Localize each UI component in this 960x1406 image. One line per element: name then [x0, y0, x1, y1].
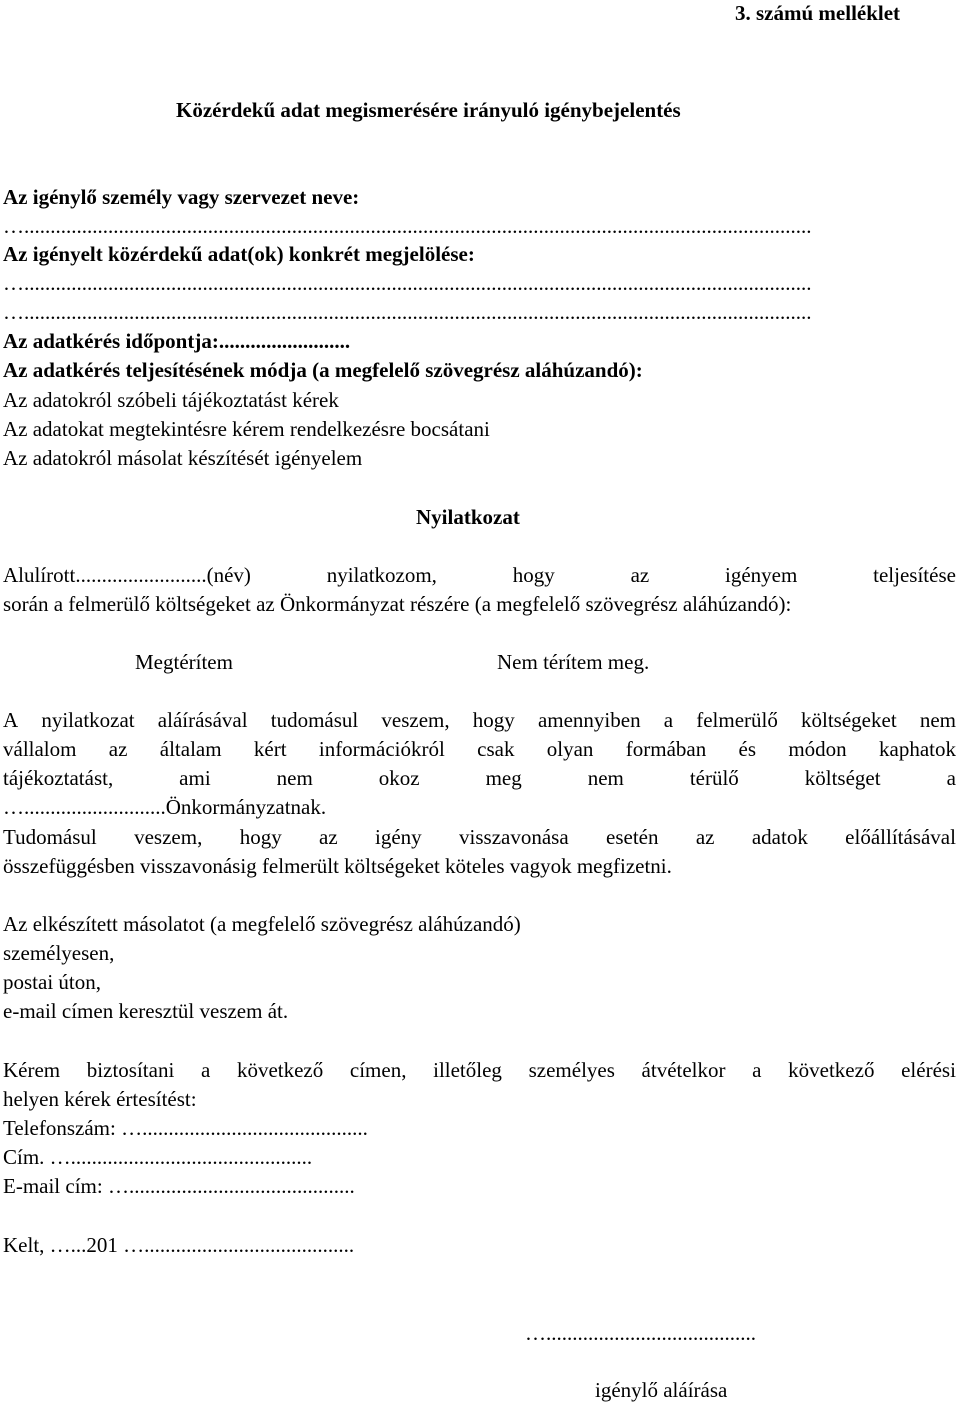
- word: következő: [788, 1058, 875, 1082]
- word: és: [738, 737, 757, 761]
- word: módon: [788, 737, 847, 761]
- method-option-oral[interactable]: Az adatokról szóbeli tájékoztatást kérek: [3, 388, 339, 412]
- delivery-option-email[interactable]: e-mail címen keresztül veszem át.: [3, 999, 289, 1023]
- phone-field[interactable]: Telefonszám: …...........................................: [3, 1116, 368, 1140]
- word: az: [108, 737, 128, 761]
- method-option-inspection[interactable]: Az adatokat megtekintésre kérem rendelkezésre bocsátani: [3, 417, 490, 441]
- word: nem: [919, 708, 956, 732]
- word: Tudomásul: [3, 825, 97, 849]
- word: hogy: [239, 825, 282, 849]
- word: ami: [179, 766, 211, 790]
- option-pay[interactable]: Megtérítem: [135, 650, 233, 674]
- word: veszem,: [134, 825, 203, 849]
- delivery-intro: Az elkészített másolatot (a megfelelő szövegrész aláhúzandó): [3, 912, 521, 936]
- word: költséget: [804, 766, 881, 790]
- word: általam: [159, 737, 222, 761]
- paragraph-1-line-2: [3, 736, 956, 762]
- delivery-option-personal[interactable]: személyesen,: [3, 941, 115, 965]
- email-field[interactable]: E-mail cím: …...........................................: [3, 1174, 355, 1198]
- requested-data-field-2[interactable]: …......................................................................................................................................................: [3, 300, 812, 324]
- word: személyes: [528, 1058, 615, 1082]
- word: hogy: [472, 708, 515, 732]
- word: elérési: [901, 1058, 956, 1082]
- word: adatok: [751, 825, 808, 849]
- word: igényem: [725, 563, 798, 587]
- requested-data-field-1[interactable]: …......................................................................................................................................................: [3, 271, 812, 295]
- word: visszavonása: [459, 825, 569, 849]
- declaration-heading: Nyilatkozat: [416, 505, 520, 529]
- word: költségeket: [801, 708, 897, 732]
- annex-label: 3. számú melléklet: [735, 1, 901, 25]
- word: nyilatkozat: [41, 708, 135, 732]
- requested-data-label: Az igényelt közérdekű adat(ok) konkrét megjelölése:: [3, 242, 475, 266]
- delivery-option-post[interactable]: postai úton,: [3, 970, 101, 994]
- word: a: [946, 766, 956, 790]
- word: A: [3, 708, 19, 732]
- word: amennyiben: [537, 708, 641, 732]
- word: a: [200, 1058, 211, 1082]
- paragraph-1-line-3: [3, 765, 956, 791]
- word: a: [752, 1058, 762, 1082]
- fulfilment-method-label: Az adatkérés teljesítésének módja (a megfelelő szövegrész aláhúzandó):: [3, 358, 643, 382]
- word: teljesítése: [873, 563, 956, 587]
- word: a: [663, 708, 674, 732]
- word: okoz: [378, 766, 420, 790]
- word: Kérem: [3, 1058, 61, 1082]
- word: tájékoztatást,: [3, 766, 114, 790]
- word: nem: [587, 766, 624, 790]
- word: átvételkor: [641, 1058, 726, 1082]
- option-not-pay[interactable]: Nem térítem meg.: [497, 650, 650, 674]
- word: aláírásával: [157, 708, 248, 732]
- word: illetőleg: [433, 1058, 502, 1082]
- municipality-field[interactable]: …...........................Önkormányzatnak.: [3, 795, 327, 819]
- date-field[interactable]: Kelt, …...201 …........................................: [3, 1233, 355, 1257]
- word: olyan: [546, 737, 594, 761]
- declaration-line-1: [3, 562, 956, 588]
- word: címen,: [349, 1058, 407, 1082]
- paragraph-1-line-1: [3, 707, 956, 733]
- word: biztosítani: [86, 1058, 175, 1082]
- word: következő: [236, 1058, 324, 1082]
- contact-line-1: [3, 1057, 956, 1083]
- word: meg: [485, 766, 522, 790]
- word: nem: [276, 766, 313, 790]
- contact-line-2: helyen kérek értesítést:: [3, 1087, 197, 1111]
- word: az: [319, 825, 338, 849]
- paragraph-2-line-1: [3, 824, 956, 850]
- method-option-copy[interactable]: Az adatokról másolat készítését igényelem: [3, 446, 363, 470]
- signature-label: igénylő aláírása: [595, 1378, 728, 1402]
- word: térülő: [689, 766, 739, 790]
- word: Alulírott.........................(név): [3, 563, 251, 587]
- word: az: [630, 563, 650, 587]
- word: veszem,: [381, 708, 450, 732]
- signature-field[interactable]: …........................................: [525, 1321, 756, 1345]
- address-field[interactable]: Cím. …..............................................: [3, 1145, 313, 1169]
- word: formában: [625, 737, 707, 761]
- declaration-line-2: során a felmerülő költségeket az Önkormányzat részére (a megfelelő szövegrész aláhúzandó):: [3, 592, 792, 616]
- word: csak: [477, 737, 515, 761]
- word: hogy: [512, 563, 555, 587]
- word: tudomásul: [270, 708, 359, 732]
- paragraph-2-line-2: összefüggésben visszavonásig felmerült költségeket köteles vagyok megfizetni.: [3, 854, 672, 878]
- word: kaphatok: [879, 737, 956, 761]
- requester-name-field[interactable]: …......................................................................................................................................................: [3, 214, 812, 238]
- word: vállalom: [3, 737, 77, 761]
- word: esetén: [606, 825, 659, 849]
- requester-label: Az igénylő személy vagy szervezet neve:: [3, 185, 360, 209]
- form-title: Közérdekű adat megismerésére irányuló igénybejelentés: [176, 98, 681, 122]
- word: nyilatkozom,: [326, 563, 437, 587]
- word: információkról: [318, 737, 445, 761]
- word: előállításával: [845, 825, 956, 849]
- request-date-field[interactable]: Az adatkérés időpontja:.........................: [3, 329, 351, 353]
- word: az: [695, 825, 715, 849]
- word: igény: [375, 825, 422, 849]
- word: kért: [253, 737, 287, 761]
- word: felmerülő: [696, 708, 778, 732]
